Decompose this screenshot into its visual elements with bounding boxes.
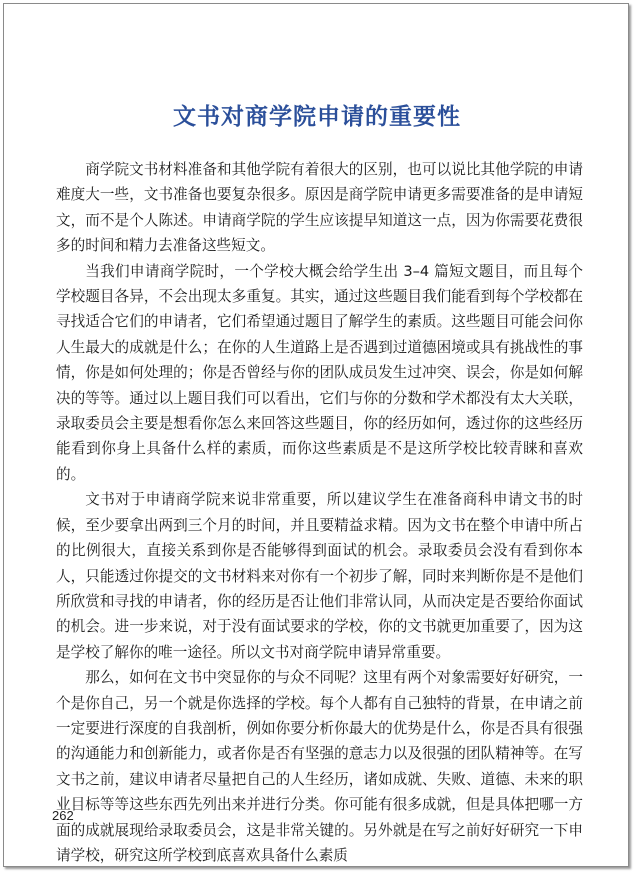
page-title: 文书对商学院申请的重要性: [173, 104, 461, 130]
page-number: 262: [52, 808, 74, 823]
paragraph-2: 当我们申请商学院时，一个学校大概会给学生出 3–4 篇短文题目，而且每个学校题目各异，不会出现太多重复。其实，通过这些题目我们能看到每个学校都在寻找适合它们的申请者，它们希望通过题目了解学生的素质。这些题目可能会问你人生最大的成就是什么；在你的人生道路上是否遇到过道德困境或具有挑战性的事情，你是如何处理的；你是否曾经与你的团队成员发生过冲突、误会，你是如何解决的等等。通过以上题目我们可以看出，它们与你的分数和学术都没有太大关联，录取委员会主要是想看你怎么来回答这些题目，你的经历如何，透过你的这些经历能看到你身上具备什么样的素质，而你这些素质是不是这所学校比较青睐和喜欢的。: [56, 262, 583, 483]
body-text: [56, 157, 583, 868]
paragraph-3: 文书对于申请商学院来说非常重要，所以建议学生在准备商科申请文书的时候，至少要拿出两到三个月的时间，并且要精益求精。因为文书在整个申请中所占的比例很大，直接关系到你是否能够得到面试的机会。录取委员会没有看到你本人，只能透过你提交的文书材料来对你有一个初步了解，同时来判断你是不是他们所欣赏和寻找的申请者，你的经历是否让他们非常认同，从而决定是否要给你面试的机会。进一步来说，对于没有面试要求的学校，你的文书就更加重要了，因为这是学校了解你的唯一途径。所以文书对商学院申请异常重要。: [56, 491, 583, 661]
paragraph-4: 那么，如何在文书中突显你的与众不同呢？这里有两个对象需要好好研究，一个是你自己，另一个就是你选择的学校。每个人都有自己独特的背景，在申请之前一定要进行深度的自我剖析，例如你要分析你最大的优势是什么，你是否具有很强的沟通能力和创新能力，或者你是否有坚强的意志力以及很强的团队精神等。在写文书之前，建议申请者尽量把自己的人生经历，诸如成就、失败、道德、未来的职业目标等等这些东西先列出来并进行分类。你可能有很多成就，但是具体把哪一方面的成就展现给录取委员会，这是非常关键的。另外就是在写之前好好研究一下申请学校，研究这所学校到底喜欢具备什么素质: [56, 669, 583, 864]
paragraph-1: 商学院文书材料准备和其他学院有着很大的区别，也可以说比其他学院的申请难度大一些，文书准备也要复杂很多。原因是商学院申请更多需要准备的是申请短文，而不是个人陈述。申请商学院的学生应该提早知道这一点，因为你需要花费很多的时间和精力去准备这些短文。: [56, 161, 583, 255]
